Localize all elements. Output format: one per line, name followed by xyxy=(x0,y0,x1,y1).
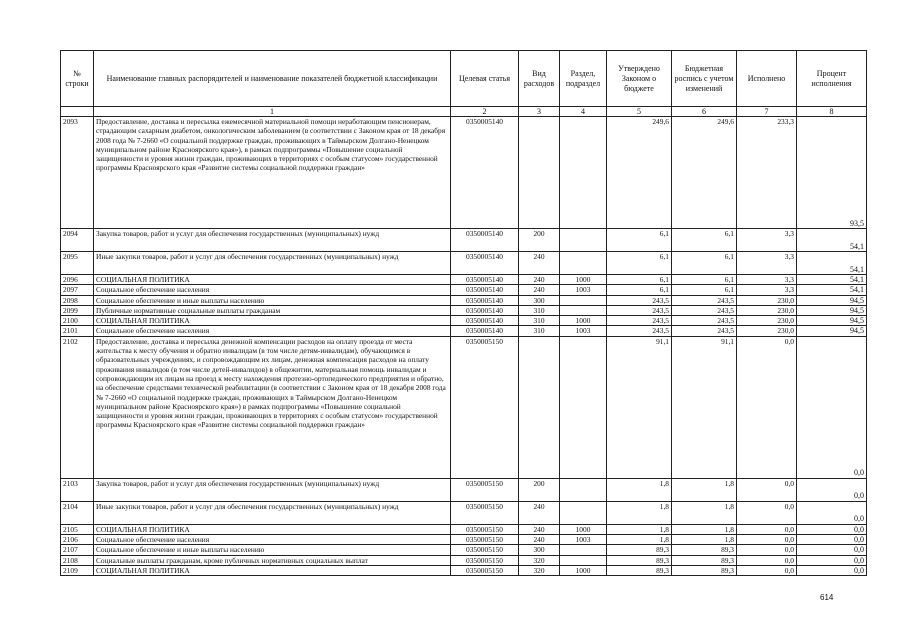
header-row xyxy=(61,51,867,107)
row-target: 0350005140 xyxy=(451,316,519,326)
table-row xyxy=(61,316,867,326)
report-page xyxy=(60,50,866,576)
row-target: 0350005140 xyxy=(451,117,519,229)
table-row xyxy=(61,501,867,524)
row-approved: 243,5 xyxy=(607,316,672,326)
row-type: 320 xyxy=(519,565,560,575)
row-name: Социальное обеспечение и иные выплаты населению xyxy=(94,295,451,305)
row-approved: 6,1 xyxy=(607,285,672,295)
row-done: 3,3 xyxy=(737,229,797,252)
row-pct: 94,5 xyxy=(797,295,867,305)
row-section xyxy=(560,555,607,565)
row-done: 0,0 xyxy=(737,545,797,555)
row-type: 300 xyxy=(519,545,560,555)
row-name: Закупка товаров, работ и услуг для обеспечения государственных (муниципальных) нужд xyxy=(94,478,451,501)
column-number: 3 xyxy=(519,107,560,117)
row-pct: 0,0 xyxy=(797,524,867,534)
row-done: 3,3 xyxy=(737,285,797,295)
header-budget: Бюджетная роспись с учетом изменений xyxy=(672,51,737,107)
table-row xyxy=(61,275,867,285)
row-type: 240 xyxy=(519,252,560,275)
header-target: Целевая статья xyxy=(451,51,519,107)
table-row xyxy=(61,555,867,565)
row-type: 240 xyxy=(519,275,560,285)
row-pct: 93,5 xyxy=(797,117,867,229)
row-section xyxy=(560,501,607,524)
row-approved: 1,8 xyxy=(607,535,672,545)
row-approved: 91,1 xyxy=(607,336,672,478)
row-pct: 54,1 xyxy=(797,285,867,295)
header-approved: Утверждено Законом о бюджете xyxy=(607,51,672,107)
row-approved: 243,5 xyxy=(607,295,672,305)
row-done: 0,0 xyxy=(737,535,797,545)
row-number: 2109 xyxy=(61,565,94,575)
column-number: 6 xyxy=(672,107,737,117)
row-number: 2103 xyxy=(61,478,94,501)
row-target: 0350005150 xyxy=(451,565,519,575)
row-number: 2107 xyxy=(61,545,94,555)
column-number: 4 xyxy=(560,107,607,117)
row-name: СОЦИАЛЬНАЯ ПОЛИТИКА xyxy=(94,316,451,326)
row-budget: 6,1 xyxy=(672,285,737,295)
row-type: 240 xyxy=(519,524,560,534)
row-done: 0,0 xyxy=(737,501,797,524)
row-pct: 54,1 xyxy=(797,252,867,275)
row-section xyxy=(560,252,607,275)
row-approved: 6,1 xyxy=(607,229,672,252)
row-section: 1000 xyxy=(560,565,607,575)
column-number-blank xyxy=(61,107,94,117)
row-type: 200 xyxy=(519,229,560,252)
budget-table xyxy=(60,50,867,576)
row-pct: 0,0 xyxy=(797,535,867,545)
table-row xyxy=(61,524,867,534)
row-number: 2100 xyxy=(61,316,94,326)
row-done: 0,0 xyxy=(737,565,797,575)
row-type xyxy=(519,117,560,229)
row-name: Социальное обеспечение и иные выплаты населению xyxy=(94,545,451,555)
row-budget: 1,8 xyxy=(672,535,737,545)
row-target: 0350005140 xyxy=(451,275,519,285)
row-done: 230,0 xyxy=(737,316,797,326)
row-section: 1000 xyxy=(560,524,607,534)
row-name: Социальные выплаты гражданам, кроме публичных нормативных социальных выплат xyxy=(94,555,451,565)
row-budget: 6,1 xyxy=(672,275,737,285)
row-name: Иные закупки товаров, работ и услуг для обеспечения государственных (муниципальных) нужд xyxy=(94,501,451,524)
row-name: Социальное обеспечение населения xyxy=(94,326,451,336)
row-section: 1000 xyxy=(560,316,607,326)
row-target: 0350005150 xyxy=(451,501,519,524)
row-target: 0350005140 xyxy=(451,295,519,305)
row-number: 2099 xyxy=(61,305,94,315)
header-pct: Процент исполнения xyxy=(797,51,867,107)
column-number: 2 xyxy=(451,107,519,117)
row-pct: 54,1 xyxy=(797,229,867,252)
row-budget: 91,1 xyxy=(672,336,737,478)
row-budget: 6,1 xyxy=(672,252,737,275)
row-pct: 0,0 xyxy=(797,565,867,575)
row-pct: 94,5 xyxy=(797,326,867,336)
table-row xyxy=(61,305,867,315)
row-budget: 89,3 xyxy=(672,545,737,555)
table-row xyxy=(61,326,867,336)
row-section: 1003 xyxy=(560,326,607,336)
row-number: 2096 xyxy=(61,275,94,285)
header-section: Раздел, подраздел xyxy=(560,51,607,107)
row-number: 2097 xyxy=(61,285,94,295)
row-name: Социальное обеспечение населения xyxy=(94,535,451,545)
table-row xyxy=(61,295,867,305)
row-type: 320 xyxy=(519,555,560,565)
row-budget: 6,1 xyxy=(672,229,737,252)
row-target: 0350005140 xyxy=(451,252,519,275)
row-type xyxy=(519,336,560,478)
row-pct: 0,0 xyxy=(797,336,867,478)
row-done: 0,0 xyxy=(737,336,797,478)
row-done: 230,0 xyxy=(737,305,797,315)
header-row-number: № строки xyxy=(61,51,94,107)
row-pct: 94,5 xyxy=(797,305,867,315)
row-name: Предоставление, доставка и пересылка денежной компенсации расходов на оплату проезда от места жительства к месту обучения и обратно инвалидам (в том числе детям-инвалидам), обучающимся в образовательных учреждениях, и сопровождающим их лицам, денежная компенсация расходов на оплату проживания инвалидов (в том числе детей-инвалидов) в общежитии, материальная помощь инвалидам и сопровождающим их лицам на проезд к месту нахождения протезно-ортопедического предприятия и обратно, на обеспечение средствами технической реабилитации (в соответствии с Законом края от 18 декабря 2008 года № 7-2660 «О социальной поддержке граждан, проживающих в Таймырском Долгано-Ненецком муниципальном районе Красноярского края») в рамках подпрограммы «Повышение социальной защищенности и уровня жизни граждан, проживающих в территориях с особым статусом» государственной программы Красноярского края «Развитие системы социальной поддержки граждан» xyxy=(94,336,451,478)
table-row xyxy=(61,252,867,275)
row-number: 2108 xyxy=(61,555,94,565)
row-done: 233,3 xyxy=(737,117,797,229)
row-number: 2098 xyxy=(61,295,94,305)
row-number: 2104 xyxy=(61,501,94,524)
column-number: 7 xyxy=(737,107,797,117)
row-type: 200 xyxy=(519,478,560,501)
row-number: 2102 xyxy=(61,336,94,478)
row-done: 230,0 xyxy=(737,295,797,305)
table-row xyxy=(61,285,867,295)
row-budget: 243,5 xyxy=(672,295,737,305)
row-target: 0350005150 xyxy=(451,545,519,555)
row-approved: 89,3 xyxy=(607,545,672,555)
row-name: СОЦИАЛЬНАЯ ПОЛИТИКА xyxy=(94,524,451,534)
header-done: Исполнено xyxy=(737,51,797,107)
row-name: Предоставление, доставка и пересылка ежемесячной материальной помощи неработающим пенсионерам, страдающим сахарным диабетом, онкологическим заболеванием (в соответствии с Законом края от 18 декабря 2008 года № 7-2660 «О социальной поддержке граждан, проживающих в Таймырском Долгано-Ненецком муниципальном районе Красноярского края»), в рамках подпрограммы «Повышение социальной защищенности и уровня жизни граждан, проживающих в территориях с особым статусом» государственной программы Красноярского края «Развитие системы социальной поддержки граждан» xyxy=(94,117,451,229)
row-section xyxy=(560,545,607,555)
row-done: 0,0 xyxy=(737,524,797,534)
row-section xyxy=(560,336,607,478)
row-budget: 243,5 xyxy=(672,316,737,326)
row-budget: 243,5 xyxy=(672,326,737,336)
row-section: 1003 xyxy=(560,535,607,545)
row-approved: 1,8 xyxy=(607,501,672,524)
row-section: 1000 xyxy=(560,275,607,285)
row-section xyxy=(560,229,607,252)
row-section: 1003 xyxy=(560,285,607,295)
row-type: 310 xyxy=(519,316,560,326)
row-number: 2095 xyxy=(61,252,94,275)
row-section xyxy=(560,295,607,305)
table-row xyxy=(61,229,867,252)
row-number: 2094 xyxy=(61,229,94,252)
row-target: 0350005140 xyxy=(451,229,519,252)
row-pct: 54,1 xyxy=(797,275,867,285)
page-number: 614 xyxy=(820,593,834,602)
row-number: 2105 xyxy=(61,524,94,534)
column-number-row xyxy=(61,107,867,117)
row-done: 3,3 xyxy=(737,275,797,285)
row-name: СОЦИАЛЬНАЯ ПОЛИТИКА xyxy=(94,565,451,575)
row-budget: 1,8 xyxy=(672,524,737,534)
row-target: 0350005140 xyxy=(451,305,519,315)
table-row xyxy=(61,336,867,478)
row-type: 240 xyxy=(519,285,560,295)
row-target: 0350005150 xyxy=(451,555,519,565)
row-approved: 6,1 xyxy=(607,275,672,285)
row-approved: 243,5 xyxy=(607,326,672,336)
header-type: Вид расходов xyxy=(519,51,560,107)
row-pct: 0,0 xyxy=(797,501,867,524)
column-number: 1 xyxy=(94,107,451,117)
row-budget: 89,3 xyxy=(672,565,737,575)
row-name: Публичные нормативные социальные выплаты гражданам xyxy=(94,305,451,315)
row-done: 3,3 xyxy=(737,252,797,275)
row-done: 230,0 xyxy=(737,326,797,336)
table-row xyxy=(61,545,867,555)
row-name: СОЦИАЛЬНАЯ ПОЛИТИКА xyxy=(94,275,451,285)
column-number: 8 xyxy=(797,107,867,117)
row-budget: 249,6 xyxy=(672,117,737,229)
row-target: 0350005140 xyxy=(451,326,519,336)
row-type: 310 xyxy=(519,326,560,336)
row-budget: 1,8 xyxy=(672,501,737,524)
row-done: 0,0 xyxy=(737,555,797,565)
row-pct: 94,5 xyxy=(797,316,867,326)
row-type: 300 xyxy=(519,295,560,305)
row-number: 2093 xyxy=(61,117,94,229)
row-target: 0350005150 xyxy=(451,524,519,534)
row-approved: 6,1 xyxy=(607,252,672,275)
row-approved: 1,8 xyxy=(607,524,672,534)
row-target: 0350005150 xyxy=(451,535,519,545)
row-done: 0,0 xyxy=(737,478,797,501)
row-target: 0350005150 xyxy=(451,336,519,478)
row-name: Иные закупки товаров, работ и услуг для обеспечения государственных (муниципальных) нужд xyxy=(94,252,451,275)
row-approved: 1,8 xyxy=(607,478,672,501)
header-name: Наименование главных распорядителей и наименование показателей бюджетной классификации xyxy=(94,51,451,107)
table-row xyxy=(61,117,867,229)
table-row xyxy=(61,565,867,575)
row-approved: 89,3 xyxy=(607,555,672,565)
row-approved: 243,5 xyxy=(607,305,672,315)
row-type: 240 xyxy=(519,501,560,524)
row-approved: 89,3 xyxy=(607,565,672,575)
row-name: Социальное обеспечение населения xyxy=(94,285,451,295)
row-pct: 0,0 xyxy=(797,545,867,555)
row-budget: 89,3 xyxy=(672,555,737,565)
row-section xyxy=(560,478,607,501)
row-target: 0350005150 xyxy=(451,478,519,501)
row-pct: 0,0 xyxy=(797,478,867,501)
column-number: 5 xyxy=(607,107,672,117)
row-type: 240 xyxy=(519,535,560,545)
row-budget: 1,8 xyxy=(672,478,737,501)
table-row xyxy=(61,478,867,501)
row-section xyxy=(560,305,607,315)
row-number: 2106 xyxy=(61,535,94,545)
row-number: 2101 xyxy=(61,326,94,336)
table-row xyxy=(61,535,867,545)
row-target: 0350005140 xyxy=(451,285,519,295)
row-budget: 243,5 xyxy=(672,305,737,315)
row-pct: 0,0 xyxy=(797,555,867,565)
row-section xyxy=(560,117,607,229)
row-approved: 249,6 xyxy=(607,117,672,229)
row-name: Закупка товаров, работ и услуг для обеспечения государственных (муниципальных) нужд xyxy=(94,229,451,252)
row-type: 310 xyxy=(519,305,560,315)
